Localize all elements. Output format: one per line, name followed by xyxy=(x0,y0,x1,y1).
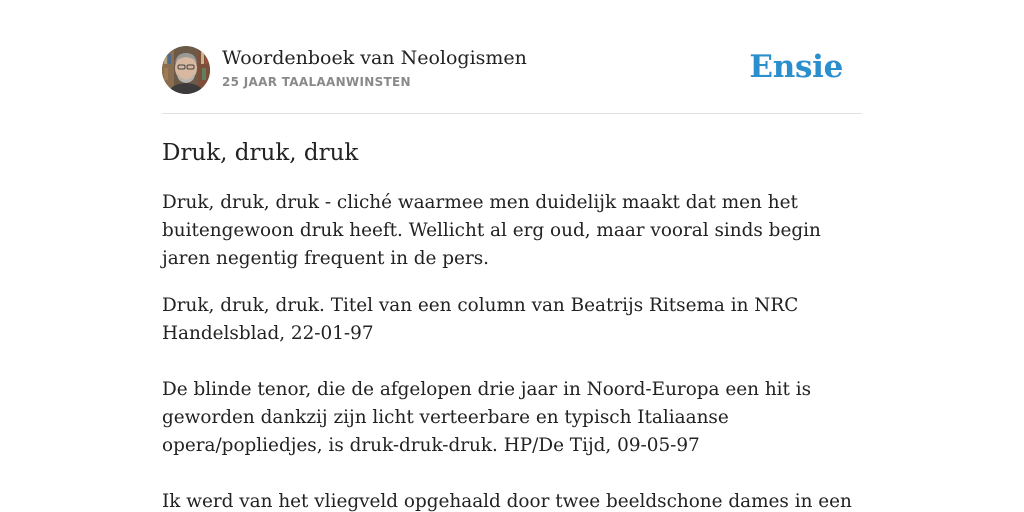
example-quote-3: Ik werd van het vliegveld opgehaald door twee beeldschone dames in een xyxy=(162,491,852,512)
author-portrait-icon xyxy=(162,46,210,94)
site-subtitle: 25 JAAR TAALAANWINSTEN xyxy=(222,75,411,89)
example-spacer xyxy=(162,460,862,488)
example-quote-2: De blinde tenor, die de afgelopen drie jaar in Noord-Europa een hit is geworden dankzij zijn licht verteerbare en typisch Italiaanse opera/popliedjes, is druk-druk-druk. HP/De Tijd, 09-05-97 xyxy=(162,379,812,456)
example-quote-1: Druk, druk, druk. Titel van een column van Beatrijs Ritsema in NRC Handelsblad, 22-01-97 xyxy=(162,295,799,344)
examples-block xyxy=(162,292,862,512)
author-avatar[interactable] xyxy=(162,46,210,94)
definition-text: Druk, druk, druk - cliché waarmee men duidelijk maakt dat men het buitengewoon druk heeft. Wellicht al erg oud, maar vooral sinds begin jaren negentig frequent in de pers. xyxy=(162,192,821,269)
site-title[interactable]: Woordenboek van Neologismen xyxy=(222,47,527,69)
page-title: Druk, druk, druk xyxy=(162,140,359,166)
site-header xyxy=(162,46,862,96)
ensie-logo-link[interactable]: Ensie xyxy=(749,49,843,85)
article-content xyxy=(162,137,862,512)
example-spacer xyxy=(162,348,862,376)
header-divider xyxy=(162,113,862,114)
